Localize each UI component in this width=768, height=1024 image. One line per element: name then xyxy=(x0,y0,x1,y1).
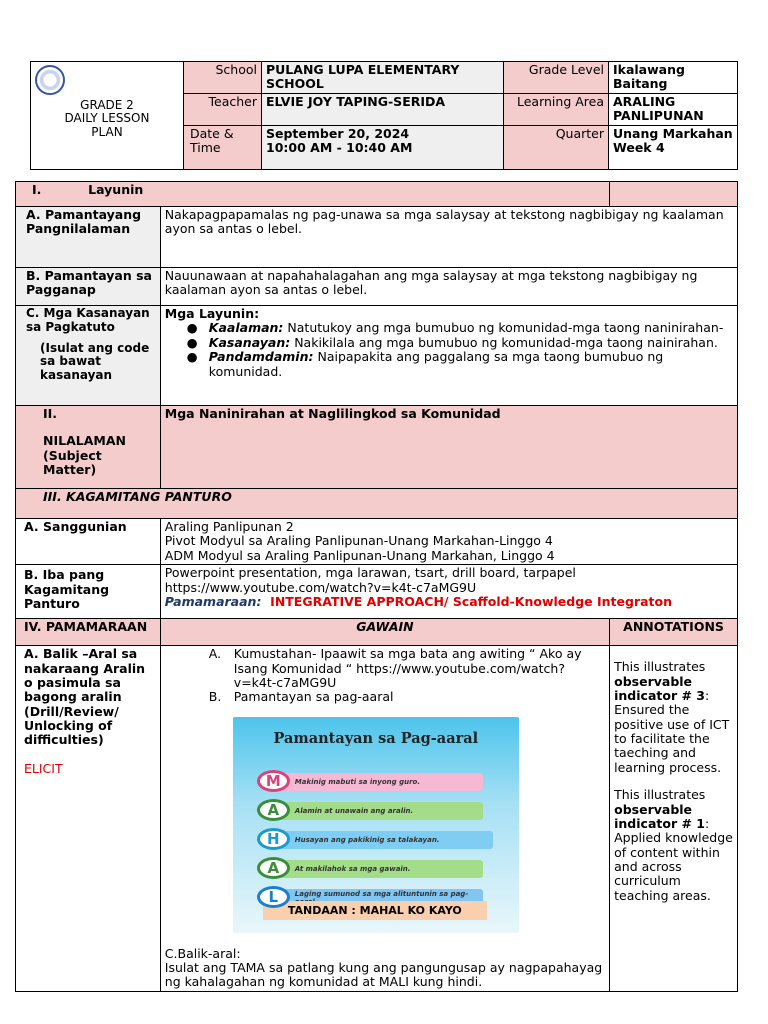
annotation-2 xyxy=(614,788,733,903)
pamantayan-poster xyxy=(233,717,519,933)
layunin-heading-num: I. xyxy=(32,182,42,197)
kasanayan-note: (Isulat ang code sa bawat kasanayan xyxy=(40,340,150,383)
poster-letter: L xyxy=(257,886,290,908)
sanggunian-label: A. Sanggunian xyxy=(16,519,161,565)
teacher-label: Teacher xyxy=(184,93,262,125)
pamantayan-pagganap-text: Nauunawaan at napahahalagahan ang mga salaysay at mga tekstong nagbibigay ng kaalaman ayon sa antas o lebel. xyxy=(160,268,737,306)
mga-layunin-heading: Mga Layunin: xyxy=(164,306,260,321)
gawain-text: Pamantayan sa pag-aaral xyxy=(233,689,394,705)
nilalaman-label-cell xyxy=(16,406,161,489)
approach-text: INTEGRATIVE APPROACH/ Scaffold-Knowledge Integraton xyxy=(270,593,673,609)
title-line-1: GRADE 2 xyxy=(80,97,134,112)
iba-pang-label: B. Iba pang Kagamitang Panturo xyxy=(16,565,161,619)
gawain-marker: A. xyxy=(208,646,222,662)
layunin-heading xyxy=(16,182,610,207)
iba-pang-line-1: Powerpoint presentation, mga larawan, tsart, drill board, tarpapel xyxy=(164,565,576,581)
pamamaraan-header: IV. PAMAMARAAN xyxy=(16,619,161,646)
layunin-heading-text: Layunin xyxy=(88,182,144,197)
deped-seal-icon xyxy=(35,65,65,95)
layunin-list xyxy=(183,321,733,379)
school-label: School xyxy=(184,62,262,94)
poster-rule: Makinig mabuti sa inyong guro. xyxy=(279,773,483,791)
grade-label: Grade Level xyxy=(504,62,609,94)
poster-letter: A xyxy=(257,799,290,821)
date-cell xyxy=(262,125,504,169)
gawain-header-text: GAWAIN xyxy=(356,619,414,635)
lesson-table xyxy=(15,181,738,992)
balik-aral-text: Isulat ang TAMA sa patlang kung ang pangungusap ay nagpapahayag ng kahalagahan ng komunidad at MALI kung hindi. xyxy=(164,960,603,990)
sanggunian-content xyxy=(160,519,737,565)
poster-rule: Laging sumunod sa mga alituntunin sa pag- xyxy=(279,889,483,907)
teacher-value: ELVIE JOY TAPING-SERIDA xyxy=(262,93,504,125)
sanggunian-line: ADM Modyul sa Araling Panlipunan-Unang Markahan, Linggo 4 xyxy=(164,547,555,563)
quarter-cell xyxy=(609,125,738,169)
layunin-heading-blank xyxy=(610,182,738,207)
balik-aral-label-cell xyxy=(16,646,161,992)
annotation-2-indicator: observable indicator # 1 xyxy=(614,801,705,831)
annotation-2-pre: This illustrates xyxy=(614,787,706,803)
annotations-content xyxy=(610,646,738,992)
balik-aral-label: A. Balik –Aral sa nakaraang Aralin o pasimula sa bagong aralin (Drill/Review/ Unlocking of difficulties) xyxy=(24,646,146,748)
balik-aral-heading: C.Balik-aral: xyxy=(164,945,241,961)
pamantayan-pagganap-label: B. Pamantayan sa Pagganap xyxy=(16,268,161,306)
quarter-label: Quarter xyxy=(504,125,609,169)
sanggunian-line: Pivot Modyul sa Araling Panlipunan-Unang Markahan-Linggo 4 xyxy=(164,533,553,549)
layunin-item xyxy=(183,350,733,379)
layunin-term: Kasanayan: xyxy=(208,334,291,350)
elicit-label: ELICIT xyxy=(24,760,63,776)
title-cell xyxy=(31,62,184,170)
iba-pang-link[interactable]: https://www.youtube.com/watch?v=k4t-c7aMG9U xyxy=(164,579,477,595)
nilalaman-text: Mga Naninirahan at Naglilingkod sa Komunidad xyxy=(160,406,737,489)
annotation-2-post: : Applied knowledge of content within and across curriculum teaching areas. xyxy=(614,815,733,903)
kasanayan-content xyxy=(160,306,737,406)
annotation-1-post: : Ensured the positive use of ICT to facilitate the taeching and learning process. xyxy=(614,687,730,775)
header-table xyxy=(30,61,738,170)
poster-title: Pamantayan sa Pag-aaral xyxy=(273,729,479,747)
gawain-header xyxy=(160,619,609,646)
pamantayang-pangnilalaman-text: Nakapagpapamalas ng pag-unawa sa mga salaysay at tekstong nagbibigay ng kaalaman ayon sa antas o lebel. xyxy=(160,207,737,268)
poster-letter: H xyxy=(257,828,290,850)
layunin-text: Naipapakita ang paggalang sa mga taong bumubuo ng komunidad. xyxy=(208,349,664,379)
sanggunian-line: Araling Panlipunan 2 xyxy=(164,519,294,534)
gawain-item xyxy=(209,690,605,704)
layunin-item xyxy=(183,336,733,350)
kagamitan-heading xyxy=(16,489,738,519)
poster-rule: Husayan ang pakikinig sa talakayan. xyxy=(279,831,493,849)
area-value: ARALING PANLIPUNAN xyxy=(609,93,738,125)
layunin-text: Nakikilala ang mga bumubuo ng komunidad-mga taong nainirahan. xyxy=(290,334,718,350)
time-value: 10:00 AM - 10:40 AM xyxy=(266,140,413,156)
nilalaman-label: NILALAMAN (Subject Matter) xyxy=(43,433,126,478)
layunin-term: Pandamdamin: xyxy=(208,349,314,365)
nilalaman-num: II. xyxy=(43,406,58,421)
annotation-1-indicator: observable indicator # 3 xyxy=(614,673,705,703)
week-value: Week 4 xyxy=(613,140,665,156)
annotation-1-pre: This illustrates xyxy=(614,659,706,675)
date-label: Date & Time xyxy=(184,125,262,169)
layunin-term: Kaalaman: xyxy=(208,320,284,336)
pamantayang-pangnilalaman-label: A. Pamantayang Pangnilalaman xyxy=(16,207,161,268)
gawain-list xyxy=(209,647,605,705)
poster-letter: A xyxy=(257,857,290,879)
poster-letter: M xyxy=(257,770,290,792)
title-line-3: PLAN xyxy=(91,125,123,140)
layunin-text: Natutukoy ang mga bumubuo ng komunidad-mga taong naninirahan- xyxy=(283,320,724,336)
gawain-marker: B. xyxy=(208,689,222,705)
annotations-header: ANNOTATIONS xyxy=(610,619,738,646)
gawain-text: Kumustahan- Ipaawit sa mga bata ang awiting “ Ako ay Isang Komunidad “ https://www.youtube.com/watch?v=k4t-c7aMG9U xyxy=(233,646,582,690)
quarter-value: Unang Markahan xyxy=(613,125,733,141)
gawain-item xyxy=(209,647,605,690)
kasanayan-label-cell xyxy=(16,306,161,406)
gawain-content xyxy=(160,646,609,992)
school-value: PULANG LUPA ELEMENTARY SCHOOL xyxy=(262,62,504,94)
pamamaraan-label: Pamamaraan: xyxy=(164,593,262,609)
kasanayan-label: C. Mga Kasanayan sa Pagkatuto xyxy=(26,306,150,334)
annotation-1 xyxy=(614,660,733,775)
poster-rule: Alamin at unawain ang aralin. xyxy=(279,802,483,820)
iba-pang-content xyxy=(160,565,737,619)
area-label: Learning Area xyxy=(504,93,609,125)
poster-rule: At makilahok sa mga gawain. xyxy=(279,860,483,878)
title-line-2: DAILY LESSON xyxy=(64,111,150,126)
grade-value: Ikalawang Baitang xyxy=(609,62,738,94)
poster-tandaan: TANDAAN : MAHAL KO KAYO xyxy=(263,901,487,920)
date-value: September 20, 2024 xyxy=(266,125,410,141)
layunin-item xyxy=(183,321,733,335)
kagamitan-heading-text: III. KAGAMITANG PANTURO xyxy=(43,489,232,504)
